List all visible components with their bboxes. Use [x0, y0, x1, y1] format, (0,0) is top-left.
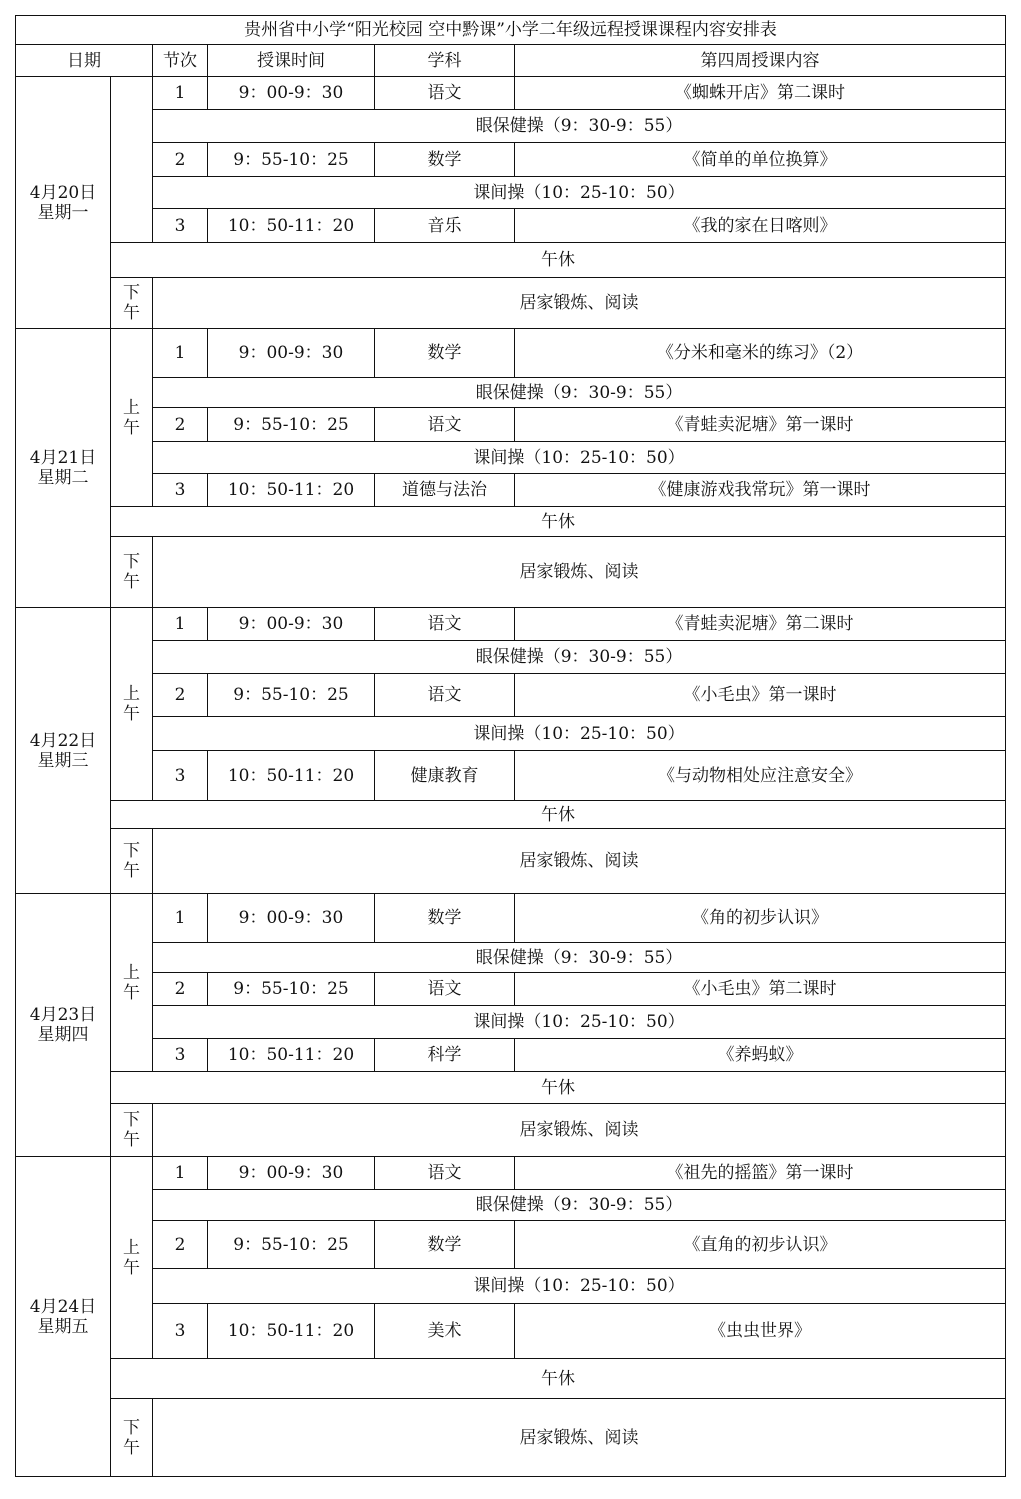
afternoon-char: 午	[123, 1130, 140, 1150]
lesson-row	[16, 474, 1006, 507]
noon-break-label: 午休	[111, 1072, 1006, 1104]
lesson-time: 9：00-9：30	[208, 329, 375, 378]
lesson-number: 3	[153, 209, 208, 243]
eye-exercise-label: 眼保健操（9：30-9：55）	[153, 943, 1006, 973]
lesson-subject: 美术	[375, 1304, 515, 1359]
morning-char: 上	[123, 684, 140, 704]
lesson-time: 9：00-9：30	[208, 894, 375, 943]
break-exercise-label: 课间操（10：25-10：50）	[153, 1006, 1006, 1039]
break-exercise-label: 课间操（10：25-10：50）	[153, 1269, 1006, 1304]
header-row	[16, 45, 1006, 77]
morning-label	[111, 894, 153, 1072]
lesson-time: 9：55-10：25	[208, 674, 375, 717]
afternoon-row	[16, 829, 1006, 894]
break-exercise-row	[16, 177, 1006, 209]
lesson-row	[16, 1039, 1006, 1072]
lesson-row	[16, 1221, 1006, 1269]
noon-break-row	[16, 801, 1006, 829]
lesson-time: 9：55-10：25	[208, 1221, 375, 1269]
lesson-content: 《小毛虫》第二课时	[515, 973, 1006, 1006]
lesson-row	[16, 751, 1006, 801]
lesson-content: 《直角的初步认识》	[515, 1221, 1006, 1269]
schedule-body	[16, 16, 1006, 1477]
lesson-time: 9：55-10：25	[208, 973, 375, 1006]
break-exercise-row	[16, 442, 1006, 474]
lesson-row	[16, 1157, 1006, 1190]
lesson-number: 2	[153, 408, 208, 442]
lesson-subject: 语文	[375, 1157, 515, 1190]
lesson-time: 9：00-9：30	[208, 77, 375, 110]
lesson-subject: 语文	[375, 608, 515, 641]
date-label: 4月24日	[29, 1296, 97, 1317]
eye-exercise-row	[16, 110, 1006, 143]
lesson-row	[16, 209, 1006, 243]
lesson-number: 2	[153, 674, 208, 717]
morning-char: 午	[123, 704, 140, 724]
lesson-content: 《祖先的摇篮》第一课时	[515, 1157, 1006, 1190]
afternoon-activity: 居家锻炼、阅读	[153, 829, 1006, 894]
lesson-content: 《角的初步认识》	[515, 894, 1006, 943]
afternoon-row	[16, 1104, 1006, 1157]
noon-break-label: 午休	[111, 801, 1006, 829]
afternoon-char: 午	[123, 303, 140, 323]
morning-char: 上	[123, 962, 140, 983]
break-exercise-row	[16, 1269, 1006, 1304]
morning-char: 午	[123, 417, 140, 438]
lesson-number: 3	[153, 474, 208, 507]
lesson-time: 10：50-11：20	[208, 751, 375, 801]
date-label: 4月20日	[29, 182, 97, 203]
lesson-number: 3	[153, 1039, 208, 1072]
noon-break-label: 午休	[111, 507, 1006, 537]
afternoon-row	[16, 1399, 1006, 1477]
lesson-time: 10：50-11：20	[208, 474, 375, 507]
header-subject: 学科	[375, 45, 515, 77]
date-cell	[16, 77, 111, 329]
lesson-time: 9：55-10：25	[208, 143, 375, 177]
date-label: 4月21日	[29, 448, 97, 468]
lesson-time: 9：55-10：25	[208, 408, 375, 442]
lesson-row	[16, 329, 1006, 378]
lesson-subject: 语文	[375, 408, 515, 442]
lesson-number: 1	[153, 608, 208, 641]
eye-exercise-row	[16, 378, 1006, 408]
eye-exercise-label: 眼保健操（9：30-9：55）	[153, 110, 1006, 143]
lesson-subject: 数学	[375, 143, 515, 177]
lesson-time: 10：50-11：20	[208, 1304, 375, 1359]
break-exercise-row	[16, 1006, 1006, 1039]
afternoon-activity: 居家锻炼、阅读	[153, 537, 1006, 608]
lesson-subject: 道德与法治	[375, 474, 515, 507]
header-period: 节次	[153, 45, 208, 77]
lesson-subject: 健康教育	[375, 751, 515, 801]
date-cell	[16, 1157, 111, 1477]
afternoon-char: 下	[123, 841, 140, 861]
eye-exercise-label: 眼保健操（9：30-9：55）	[153, 378, 1006, 408]
date-cell	[16, 329, 111, 608]
lesson-number: 2	[153, 1221, 208, 1269]
morning-label	[111, 1157, 153, 1359]
header-date: 日期	[16, 45, 153, 77]
eye-exercise-row	[16, 641, 1006, 674]
weekday-label: 星期三	[37, 750, 89, 771]
eye-exercise-label: 眼保健操（9：30-9：55）	[153, 641, 1006, 674]
lesson-content: 《我的家在日喀则》	[515, 209, 1006, 243]
lesson-number: 1	[153, 894, 208, 943]
lesson-time: 10：50-11：20	[208, 1039, 375, 1072]
header-time: 授课时间	[208, 45, 375, 77]
afternoon-char: 午	[123, 1437, 140, 1458]
lesson-subject: 音乐	[375, 209, 515, 243]
lesson-number: 2	[153, 973, 208, 1006]
lesson-subject: 语文	[375, 973, 515, 1006]
weekday-label: 星期四	[37, 1025, 89, 1045]
break-exercise-label: 课间操（10：25-10：50）	[153, 177, 1006, 209]
lesson-row	[16, 674, 1006, 717]
lesson-row	[16, 77, 1006, 110]
lesson-subject: 语文	[375, 674, 515, 717]
afternoon-label	[111, 1399, 153, 1477]
lesson-row	[16, 1304, 1006, 1359]
morning-char: 午	[123, 982, 140, 1003]
weekday-label: 星期五	[37, 1316, 89, 1337]
weekday-label: 星期二	[37, 468, 89, 488]
table-title: 贵州省中小学“阳光校园 空中黔课”小学二年级远程授课课程内容安排表	[16, 16, 1006, 45]
weekday-label: 星期一	[37, 202, 89, 223]
morning-label	[111, 608, 153, 801]
lesson-time: 9：00-9：30	[208, 608, 375, 641]
lesson-number: 2	[153, 143, 208, 177]
afternoon-activity: 居家锻炼、阅读	[153, 278, 1006, 329]
afternoon-row	[16, 278, 1006, 329]
afternoon-char: 下	[123, 552, 140, 572]
lesson-row	[16, 143, 1006, 177]
lesson-number: 3	[153, 1304, 208, 1359]
lesson-row	[16, 973, 1006, 1006]
afternoon-activity: 居家锻炼、阅读	[153, 1104, 1006, 1157]
morning-label	[111, 329, 153, 507]
afternoon-row	[16, 537, 1006, 608]
lesson-subject: 数学	[375, 894, 515, 943]
lesson-row	[16, 894, 1006, 943]
lesson-row	[16, 608, 1006, 641]
noon-break-label: 午休	[111, 243, 1006, 278]
lesson-content: 《蜘蛛开店》第二课时	[515, 77, 1006, 110]
noon-break-row	[16, 243, 1006, 278]
lesson-content: 《青蛙卖泥塘》第二课时	[515, 608, 1006, 641]
lesson-content: 《养蚂蚁》	[515, 1039, 1006, 1072]
afternoon-label	[111, 1104, 153, 1157]
lesson-number: 1	[153, 1157, 208, 1190]
break-exercise-label: 课间操（10：25-10：50）	[153, 717, 1006, 751]
noon-break-label: 午休	[111, 1359, 1006, 1399]
date-label: 4月23日	[29, 1005, 97, 1025]
lesson-number: 3	[153, 751, 208, 801]
date-cell	[16, 894, 111, 1157]
morning-char: 上	[123, 1237, 140, 1258]
lesson-content: 《虫虫世界》	[515, 1304, 1006, 1359]
lesson-time: 10：50-11：20	[208, 209, 375, 243]
lesson-number: 1	[153, 329, 208, 378]
noon-break-row	[16, 1359, 1006, 1399]
lesson-content: 《健康游戏我常玩》第一课时	[515, 474, 1006, 507]
lesson-subject: 数学	[375, 1221, 515, 1269]
afternoon-activity: 居家锻炼、阅读	[153, 1399, 1006, 1477]
afternoon-label	[111, 278, 153, 329]
schedule-table	[15, 15, 1006, 1477]
afternoon-char: 下	[123, 283, 140, 303]
break-exercise-row	[16, 717, 1006, 751]
eye-exercise-row	[16, 1190, 1006, 1221]
morning-char: 午	[123, 1257, 140, 1278]
eye-exercise-row	[16, 943, 1006, 973]
lesson-subject: 数学	[375, 329, 515, 378]
lesson-content: 《小毛虫》第一课时	[515, 674, 1006, 717]
lesson-number: 1	[153, 77, 208, 110]
afternoon-char: 下	[123, 1110, 140, 1130]
header-content: 第四周授课内容	[515, 45, 1006, 77]
lesson-content: 《青蛙卖泥塘》第一课时	[515, 408, 1006, 442]
morning-label	[111, 77, 153, 243]
lesson-content: 《分米和毫米的练习》（2）	[515, 329, 1006, 378]
morning-char: 上	[123, 397, 140, 418]
title-row	[16, 16, 1006, 45]
date-cell	[16, 608, 111, 894]
afternoon-char: 午	[123, 572, 140, 592]
eye-exercise-label: 眼保健操（9：30-9：55）	[153, 1190, 1006, 1221]
afternoon-label	[111, 537, 153, 608]
lesson-content: 《简单的单位换算》	[515, 143, 1006, 177]
noon-break-row	[16, 507, 1006, 537]
lesson-content: 《与动物相处应注意安全》	[515, 751, 1006, 801]
lesson-subject: 语文	[375, 77, 515, 110]
afternoon-char: 下	[123, 1417, 140, 1438]
lesson-time: 9：00-9：30	[208, 1157, 375, 1190]
date-label: 4月22日	[29, 730, 97, 751]
noon-break-row	[16, 1072, 1006, 1104]
lesson-subject: 科学	[375, 1039, 515, 1072]
afternoon-label	[111, 829, 153, 894]
afternoon-char: 午	[123, 861, 140, 881]
break-exercise-label: 课间操（10：25-10：50）	[153, 442, 1006, 474]
lesson-row	[16, 408, 1006, 442]
